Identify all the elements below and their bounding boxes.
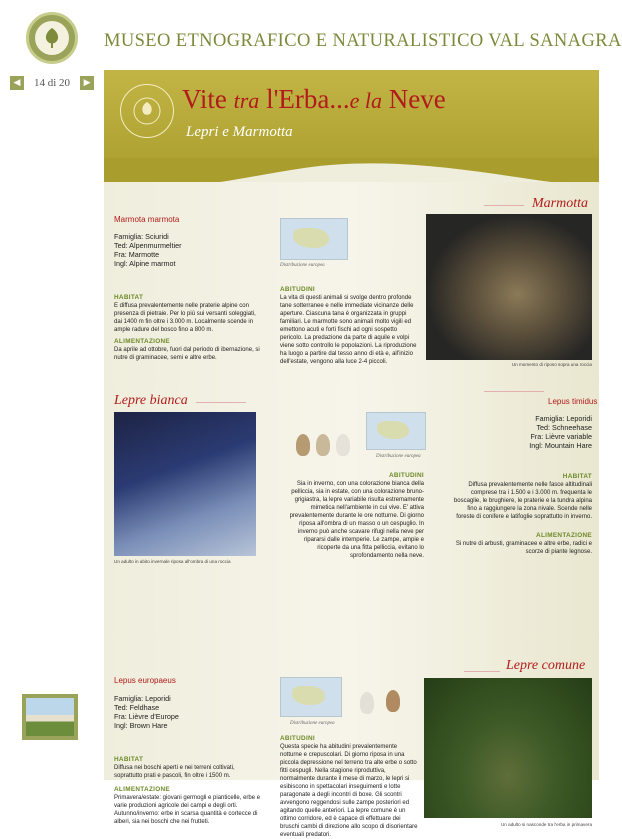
site-header [0,0,622,70]
alimentazione-heading: ALIMENTAZIONE [536,532,592,539]
taxonomy-item: Fra: Marmotte [114,250,160,259]
abitudini-heading: ABITUDINI [280,735,316,742]
title-part: Vite [182,84,234,114]
distribution-map [280,677,342,717]
hare-figure-icon [316,434,330,456]
museum-name: MUSEO ETNOGRAFICO E NATURALISTICO VAL SANAGRA [104,31,622,51]
alimentazione-text-2: Autunno/inverno: erbe in scarsa quantità e cortecce di alberi, sia nei boschi che nei frutteti. [114,811,258,825]
brown-hare-photo [424,678,592,818]
building-thumbnail-image [26,698,74,736]
taxonomy-item: Fra: Lièvre variable [530,432,592,441]
hare-figure-icon [386,690,400,712]
taxonomy-item: Ingl: Brown Hare [114,721,168,730]
habitat-heading: HABITAT [114,294,144,301]
taxonomy-item: Famiglia: Leporidi [535,414,592,423]
habitat-heading: HABITAT [562,473,592,480]
alimentazione-text: Da aprile ad ottobre, fuori dal periodo di ibernazione, si nutre di graminacee, semi e altre erbe. [114,347,260,361]
taxonomy-list [114,694,179,730]
taxonomy-item: Fra: Lièvre d'Europe [114,712,179,721]
home-thumbnail[interactable] [22,694,78,740]
latin-name: Marmota marmota [114,215,180,224]
distribution-map [366,412,426,450]
section-title-marmotta: Marmotta [532,196,588,211]
title-part: e la [349,88,383,113]
section-rule [196,402,246,403]
abitudini-text: La vita di questi animali si svolge dentro profonde tane sotterranee e nelle immediate vicinanze delle aperture. Ciascuna tana è organizzata in gruppi familiari. Le marmotte sono animali molto vigili ed emettono acuti e forti fischi ad ogni sospetto pericolo. La predazione da parte di aquile e volpi viene sotto controllo le popolazioni. La riproduzione ha luogo a partire dal tesso anno di età e, all'inizio dell'estate, vengono alla luce 2-4 piccoli. [280,295,417,365]
abitudini-text: Questa specie ha abitudini prevalentemente notturne e crepuscolari. Di giorno riposa in una piccola depressione nel terreno tra alte erbe o sotto fitti cespugli. Nella stagione riproduttiva, normalmente durante il mese di marzo, le lepri si esibiscono in spettacolari inseguimenti e lotte paragonate a degli incontri di boxe. Gli scontri avvengono reggendosi sulle zampe posteriori ed agitando quelle anteriori. La lepre comune è un ottimo corridore, ed è capace di effettuare dei bruschi cambi di direzione allo scopo di disorientare eventuali predatori. [280,744,418,838]
title-part: l'Erba... [259,84,350,114]
taxonomy-item: Ted: Feldhase [114,703,160,712]
hare-figure-icon [296,434,310,456]
poster [104,70,599,838]
taxonomy-item: Famiglia: Leporidi [114,694,171,703]
habitat-text: Diffusa prevalentemente nelle fasce altitudinali comprese tra i 1.500 e i 3.000 m. frequenta le boscaglie, le brughiere, le praterie e la tundra alpina fino a raggiungere la zona nivale. Scende nelle foreste di conifere e latifoglie soprattutto in inverno. [453,482,592,520]
alimentazione-heading: ALIMENTAZIONE [114,338,170,345]
taxonomy-item: Ingl: Mountain Hare [529,441,592,450]
alimentazione-text: Si nutre di arbusti, graminacee e altre erbe, radici e scorze di piante legnose. [455,541,592,555]
distribution-map [280,218,348,260]
latin-name: Lepus timidus [548,397,598,406]
taxonomy-list [114,232,182,268]
tree-emblem-icon [132,96,162,126]
section-title-lepre-comune: Lepre comune [506,658,586,673]
triangle-left-icon[interactable]: ◀ [10,76,24,90]
photo-caption: Un adulto in abito invernale riposa all'ombra di una roccia [114,559,231,564]
poster-subtitle: Lepri e Marmotta [186,124,293,140]
habitat-text: E diffusa prevalentemente nelle praterie alpine con presenza di pietraie. Per lo più sui versanti soleggiati, dai 1400 m fin oltre i 3.000 m. Localmente scende in ample radure del bosco fino a 800 m. [114,303,256,333]
taxonomy-item: Famiglia: Sciuridi [114,232,169,241]
taxonomy-item: Ted: Schneehase [536,423,592,432]
section-title-lepre-bianca: Lepre bianca [114,393,188,408]
page-indicator: 14 di 20 [34,77,71,89]
photo-caption: Un adulto si nasconde tra l'erba in primavera [500,822,592,827]
alimentazione-heading: ALIMENTAZIONE [114,786,170,793]
taxonomy-list [449,414,592,450]
poster-title [182,84,446,115]
mountain-hare-photo [114,412,256,556]
abitudini-heading: ABITUDINI [280,286,316,293]
museum-logo[interactable] [26,12,78,64]
hare-figure-icon [360,692,374,714]
poster-body [104,182,599,838]
alimentazione-text-1: Primavera/estate: giovani germogli e pianticelle, erbe e varie produzioni agricole dei campi e degli orti. [114,795,261,809]
section-rule [464,671,500,672]
photo-caption: Un momento di riposo sopra una roccia [511,362,592,367]
section-rule [484,205,524,206]
taxonomy-item: Ted: Alpenmurmeltier [114,241,182,250]
page-navigation [10,76,94,90]
poster-logo [120,84,174,138]
abitudini-text: Sia in inverno, con una colorazione bianca della pelliccia, sia in estate, con una colorazione bruno-grigiastra, la lepre variabile risulta estremamente mimetica nell'ambiente in cui vive. E' attiva prevalentemente durante le ore notturne. Di giorno riposa all'ombra di un masso o un cespuglio. In inverno può anche scavare rifugi nella neve per ripararsi dalle intemperie. Le zampe, ampie e ricoperte da una fitta pelliccia, evitano lo sprofondamento nella neve. [289,481,424,559]
hare-figure-icon [336,434,350,456]
map-label: Distribuzione europea [280,263,325,268]
latin-name: Lepus europaeus [114,676,176,685]
habitat-heading: HABITAT [114,756,144,763]
title-part: tra [233,88,260,113]
map-label: Distribuzione europea [376,454,421,459]
map-label: Distribuzione europea [290,721,335,726]
tree-leaf-icon [35,21,69,55]
abitudini-heading: ABITUDINI [388,472,424,479]
taxonomy-item: Ingl: Alpine marmot [114,259,176,268]
title-part: Neve [382,84,446,114]
marmot-photo [426,214,592,360]
triangle-right-icon[interactable]: ▶ [80,76,94,90]
habitat-text: Diffusa nei boschi aperti e nei terreni coltivati, soprattutto prati e pascoli, fin oltre i 1500 m. [114,765,235,779]
section-rule [484,391,544,392]
